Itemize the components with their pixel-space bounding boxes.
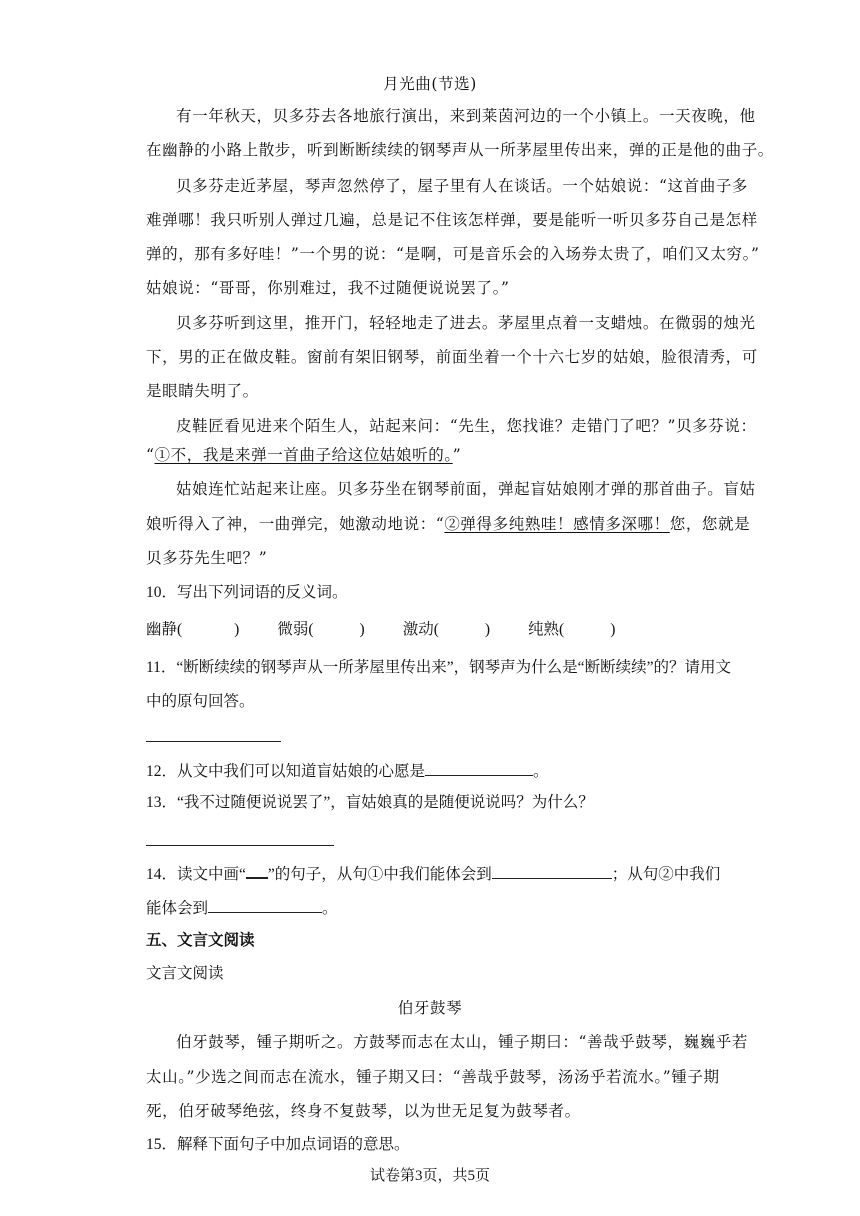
- passage2-line: 死，伯牙破琴绝弦，终身不复鼓琴，以为世无足复为鼓琴者。: [146, 1102, 581, 1120]
- question-14-end: 。: [322, 900, 338, 917]
- passage-line: 贝多芬先生吧？”: [146, 549, 268, 567]
- question-13: 13．“我不过随便说说罢了”，盲姑娘真的是随便说说吗？为什么？: [146, 794, 594, 811]
- passage-line: 姑娘连忙站起来让座。贝多芬坐在钢琴前面，弹起盲姑娘刚才弹的那首曲子。盲姑: [176, 480, 756, 498]
- passage2-line: 伯牙鼓琴，锺子期听之。方鼓琴而志在太山，锺子期曰：“善哉乎鼓琴，巍巍乎若: [176, 1033, 749, 1051]
- passage-line: 弹的，那有多好哇！”一个男的说：“是啊，可是音乐会的入场券太贵了，咱们又太穷。”: [146, 245, 760, 263]
- open-quote: “: [146, 446, 155, 464]
- passage-text: 您，您就是: [669, 515, 751, 533]
- underlined-sentence-2: ②弹得多纯熟哇！感情多深哪！: [444, 515, 670, 533]
- passage-line: 贝多芬听到这里，推开门，轻轻地走了进去。茅屋里点着一支蜡烛。在微弱的烛光: [176, 314, 756, 332]
- question-11-cont: 中的原句回答。: [146, 693, 255, 710]
- antonym-word: 幽静(: [146, 621, 183, 638]
- passage-line: 难弹哪！我只听别人弹过几遍，总是记不住该怎样弹，要是能听一听贝多芬自己是怎样: [146, 211, 758, 229]
- answer-line-11[interactable]: [146, 741, 281, 742]
- antonym-word: 激动(: [402, 621, 439, 638]
- antonym-close: ): [234, 621, 240, 638]
- question-15: 15．解释下面句子中加点词语的意思。: [146, 1136, 410, 1153]
- passage-line: 下，男的正在做皮鞋。窗前有架旧钢琴，前面坐着一个十六七岁的姑娘，脸很清秀，可: [146, 348, 758, 366]
- page-footer: 试卷第3页，共5页: [369, 1168, 490, 1184]
- antonym-close: ): [359, 621, 365, 638]
- question-12-text: 12．从文中我们可以知道盲姑娘的心愿是: [146, 763, 426, 780]
- answer-line-13[interactable]: [146, 845, 334, 846]
- question-14-text: ”的句子，从句①中我们能体会到: [267, 866, 492, 883]
- question-14-cont: [146, 896, 338, 919]
- question-12: [146, 759, 549, 782]
- passage-line: 贝多芬走近茅屋，琴声忽然停了，屋子里有人在谈话。一个姑娘说：“这首曲子多: [176, 177, 749, 195]
- antonym-close: ): [484, 621, 491, 638]
- passage-text: 娘听得入了神，一曲弹完，她激动地说：“: [146, 515, 445, 533]
- antonym-word: 纯熟(: [528, 621, 565, 638]
- passage-title: 月光曲(节选): [383, 75, 477, 93]
- passage-line-underlined: [146, 445, 461, 465]
- section-subheading: 文言文阅读: [146, 965, 224, 982]
- passage-line: 姑娘说：“哥哥，你别难过，我不过随便说说罢了。”: [146, 279, 510, 297]
- passage2-title: 伯牙鼓琴: [397, 999, 463, 1017]
- question-10: 10．写出下列词语的反义词。: [146, 584, 348, 601]
- answer-blank-14a[interactable]: [492, 862, 612, 879]
- passage-line-underlined: [146, 514, 750, 534]
- underline-sample: [246, 861, 268, 879]
- close-quote: ”: [452, 446, 462, 464]
- section-heading: 五、文言文阅读: [146, 931, 255, 949]
- question-14-text: 14．读文中画“: [146, 866, 246, 883]
- passage-line: 是眼睛失明了。: [146, 382, 259, 400]
- antonym-word: 微弱(: [277, 621, 314, 638]
- passage-line: 有一年秋天，贝多芬去各地旅行演出，来到莱茵河边的一个小镇上。一天夜晚，他: [176, 107, 756, 125]
- passage2-line: 太山。”少选之间而志在流水，锺子期又曰：“善哉乎鼓琴，汤汤乎若流水。”锺子期: [146, 1068, 720, 1086]
- answer-blank-12[interactable]: [425, 759, 533, 776]
- question-11: 11．“断断续续的钢琴声从一所茅屋里传出来”，钢琴声为什么是“断断续续”的？请用文: [146, 659, 731, 676]
- question-12-end: 。: [533, 763, 549, 780]
- question-14-text: 能体会到: [146, 900, 209, 917]
- answer-blank-14b[interactable]: [208, 896, 322, 913]
- passage-line: 在幽静的小路上散步，听到断断续续的钢琴声从一所茅屋里传出来，弹的正是他的曲子。: [146, 141, 774, 159]
- antonym-row: [146, 620, 615, 640]
- antonym-close: ): [610, 621, 616, 638]
- question-14: [146, 861, 720, 885]
- underlined-sentence-1: ①不，我是来弹一首曲子给这位姑娘听的。: [154, 446, 453, 464]
- passage-line: 皮鞋匠看见进来个陌生人，站起来问：“先生，您找谁？走错门了吧？”贝多芬说：: [176, 417, 757, 435]
- question-14-text: ；从句②中我们: [611, 866, 721, 883]
